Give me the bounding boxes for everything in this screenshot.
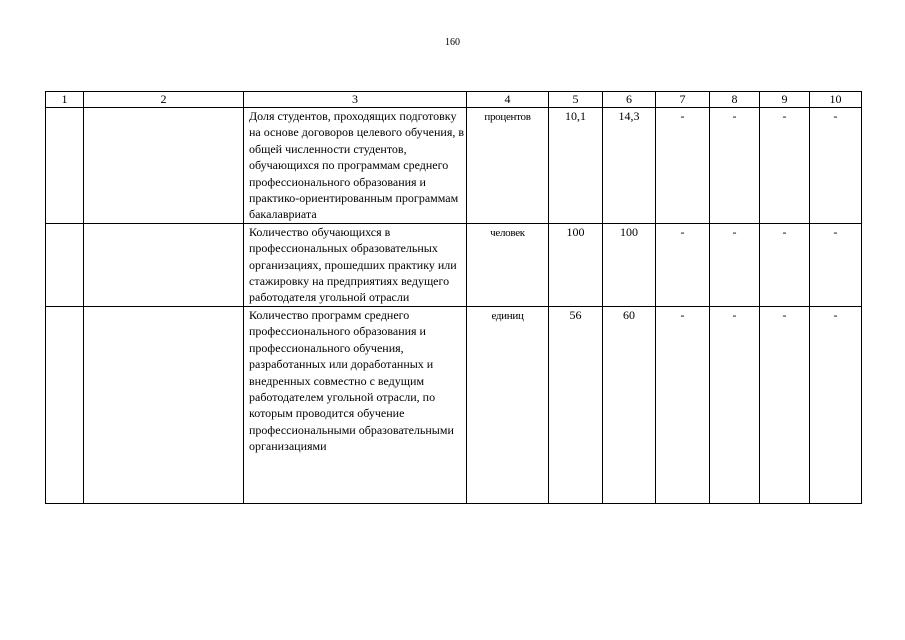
table-row [46, 306, 862, 503]
value-cell: - [810, 223, 862, 306]
value-cell: - [810, 108, 862, 224]
unit-cell: единиц [467, 306, 549, 503]
value-cell: - [710, 306, 760, 503]
value-cell: - [760, 108, 810, 224]
value-cell: 14,3 [603, 108, 656, 224]
value-cell: - [760, 223, 810, 306]
value-cell: - [656, 223, 710, 306]
unit-cell: человек [467, 223, 549, 306]
value-cell: 100 [603, 223, 656, 306]
unit-cell: процентов [467, 108, 549, 224]
column-header: 3 [244, 92, 467, 108]
column-header: 5 [549, 92, 603, 108]
column-header: 9 [760, 92, 810, 108]
table-cell-number [46, 223, 84, 306]
value-cell: 60 [603, 306, 656, 503]
table-cell-number [46, 108, 84, 224]
column-header: 8 [710, 92, 760, 108]
table-cell-name [84, 108, 244, 224]
column-header: 10 [810, 92, 862, 108]
indicator-text: Количество программ среднего профессионального образования и профессионального обучения, разработанных или доработанных и внедренных совместно с ведущим работодателем угольной отрасли, по которым проводится обучение профессиональными образовательными организациями [244, 306, 467, 503]
indicator-text: Количество обучающихся в профессиональных образовательных организациях, прошедших практику или стажировку на предприятиях ведущего работодателя угольной отрасли [244, 223, 467, 306]
column-header: 7 [656, 92, 710, 108]
value-cell: - [710, 108, 760, 224]
value-cell: - [656, 108, 710, 224]
header-row [46, 92, 862, 108]
indicators-table [45, 91, 862, 504]
table-cell-name [84, 306, 244, 503]
table-row [46, 223, 862, 306]
value-cell: - [710, 223, 760, 306]
value-cell: 100 [549, 223, 603, 306]
value-cell: - [760, 306, 810, 503]
value-cell: - [656, 306, 710, 503]
value-cell: 56 [549, 306, 603, 503]
value-cell: 10,1 [549, 108, 603, 224]
column-header: 4 [467, 92, 549, 108]
value-cell: - [810, 306, 862, 503]
column-header: 2 [84, 92, 244, 108]
table-cell-name [84, 223, 244, 306]
table-cell-number [46, 306, 84, 503]
column-header: 6 [603, 92, 656, 108]
column-header: 1 [46, 92, 84, 108]
table-row [46, 108, 862, 224]
indicator-text: Доля студентов, проходящих подготовку на основе договоров целевого обучения, в общей численности студентов, обучающихся по программам среднего профессионального образования и практико-ориентированным программам бакалавриата [244, 108, 467, 224]
page-number: 160 [445, 37, 460, 48]
